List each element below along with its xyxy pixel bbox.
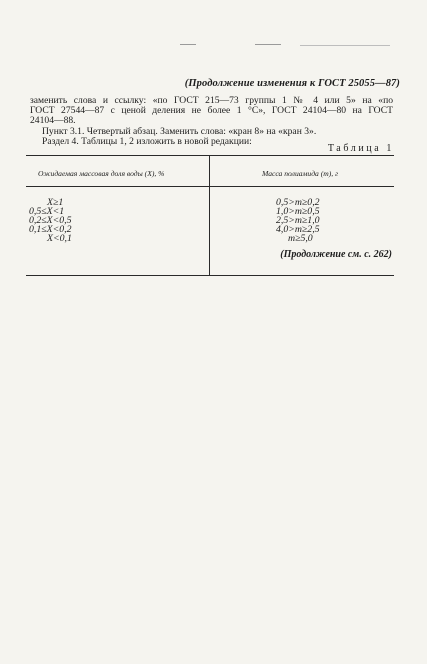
table-cell-water-fraction: X≥1 (47, 197, 64, 208)
table-cell-polyamide-mass: m≥5,0 (288, 233, 313, 244)
continuation-footer: (Продолжение см. с. 262) (280, 249, 392, 260)
body-line-1: заменить слова и ссылку: «по ГОСТ 215—73 группы 1 № 4 или 5» на «по (30, 95, 393, 106)
table-cell-polyamide-mass: 4,0>m≥2,5 (276, 224, 320, 235)
table-cell-polyamide-mass: 2,5>m≥1,0 (276, 215, 320, 226)
table-cell-polyamide-mass: 1,0>m≥0,5 (276, 206, 320, 217)
table-cell-water-fraction: 0,1≤X<0,2 (29, 224, 72, 235)
table-label: Таблица 1 (327, 143, 394, 154)
scan-mark (300, 45, 390, 46)
body-line-2: ГОСТ 27544—87 с ценой деления не более 1 °С», ГОСТ 24104—80 на ГОСТ (30, 105, 393, 116)
table-cell-water-fraction: 0,2≤X<0,5 (29, 215, 72, 226)
table-header-rule (26, 186, 394, 187)
table-header-polyamide-mass: Масса полиамида (m), г (262, 169, 339, 178)
table-cell-water-fraction: 0,5≤X<1 (29, 206, 65, 217)
table-cell-water-fraction: X<0,1 (47, 233, 72, 244)
body-line-3: 24104—88. (30, 115, 76, 126)
table-cell-polyamide-mass: 0,5>m≥0,2 (276, 197, 320, 208)
table-header-water-fraction: Ожидаемая массовая доля воды (X), % (38, 169, 165, 178)
scan-mark (255, 44, 281, 45)
continuation-header: (Продолжение изменения к ГОСТ 25055—87) (184, 78, 400, 89)
scan-mark (180, 44, 196, 45)
table-column-divider (209, 155, 210, 275)
table-bottom-rule (26, 275, 394, 276)
body-line-4: Пункт 3.1. Четвертый абзац. Заменить слова: «кран 8» на «кран 3». (42, 126, 317, 137)
body-line-5: Раздел 4. Таблицы 1, 2 изложить в новой редакции: (42, 136, 252, 147)
table-top-rule (26, 155, 394, 156)
